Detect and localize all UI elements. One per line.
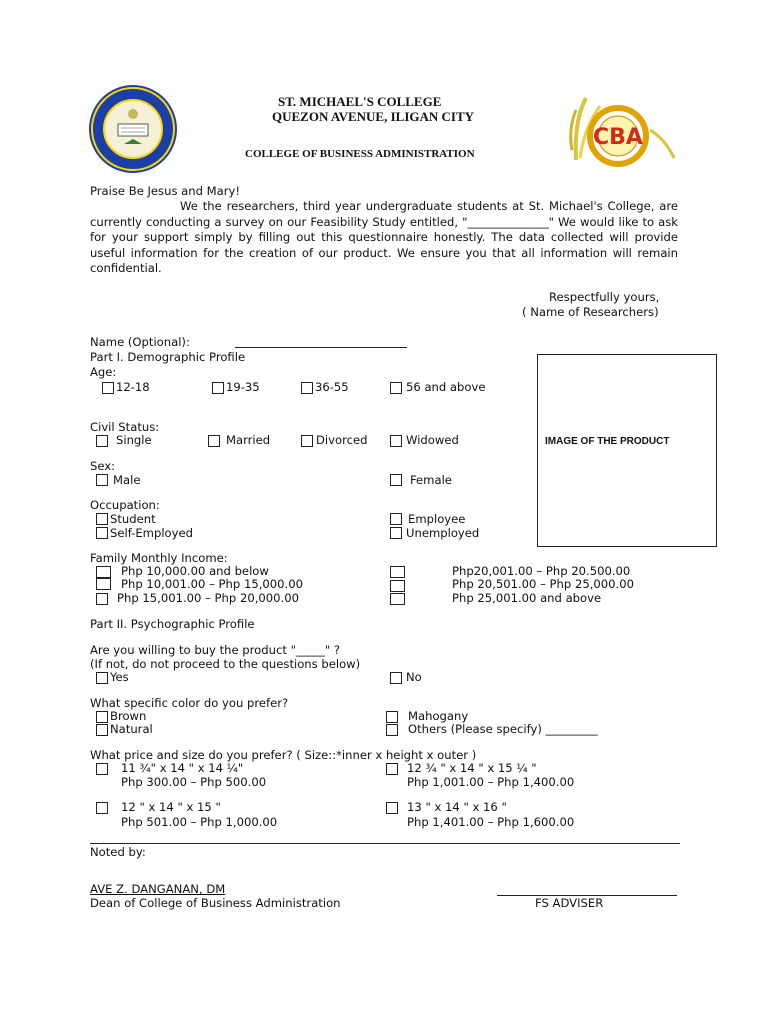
color-checkbox-others[interactable]	[386, 724, 398, 736]
letter-body	[90, 199, 678, 277]
college-address: QUEZON AVENUE, ILIGAN CITY	[272, 109, 475, 124]
name-label: Name (Optional):	[90, 335, 190, 349]
civil-checkbox-4[interactable]	[390, 435, 402, 447]
letter-body-text: We the researchers, third year undergraduate students at St. Michael's College, are currently conducting a survey on our Feasibility Study entitled, "______________" We would like to ask for your support simply by filling out this questionnaire honestly. The data collected will provide useful information for the creation of our product. We ensure you that all information will remain confidential.	[90, 199, 678, 276]
civil-option: Married	[226, 433, 271, 447]
income-checkbox-6[interactable]	[390, 593, 405, 605]
civil-option: Single	[116, 433, 152, 447]
income-checkbox-3[interactable]	[96, 593, 108, 605]
product-image-box	[537, 354, 717, 547]
price-option-price: Php 1,001.00 – Php 1,400.00	[407, 775, 575, 789]
color-checkbox-natural[interactable]	[96, 724, 108, 736]
income-option: Php 20,501.00 – Php 25,000.00	[452, 577, 634, 591]
occupation-label: Occupation:	[90, 498, 160, 512]
price-option-price: Php 300.00 – Php 500.00	[121, 775, 267, 789]
income-option: Php 15,001.00 – Php 20,000.00	[117, 591, 299, 605]
price-option-price: Php 1,401.00 – Php 1,600.00	[407, 815, 575, 829]
color-option: Natural	[110, 722, 153, 736]
buy-option: No	[406, 670, 422, 684]
age-checkbox-2[interactable]	[212, 382, 224, 394]
occupation-checkbox-student[interactable]	[96, 513, 108, 525]
civil-option: Divorced	[316, 433, 368, 447]
occupation-option: Employee	[408, 512, 466, 526]
occupation-checkbox-self-employed[interactable]	[96, 527, 108, 539]
occupation-option: Self-Employed	[110, 526, 193, 540]
part1-title: Part I. Demographic Profile	[90, 350, 246, 364]
dean-title: Dean of College of Business Administration	[90, 896, 341, 910]
income-option: Php 10,000.00 and below	[121, 564, 269, 578]
age-option: 36-55	[315, 380, 349, 394]
greeting: Praise Be Jesus and Mary!	[90, 184, 241, 198]
sex-option: Male	[113, 473, 141, 487]
dean-name: AVE Z. DANGANAN, DM	[90, 882, 226, 896]
occupation-checkbox-unemployed[interactable]	[390, 527, 402, 539]
income-option: Php 25,001.00 and above	[452, 591, 602, 605]
college-seal-logo	[88, 84, 178, 174]
adviser-title: FS ADVISER	[535, 896, 604, 910]
occupation-option: Student	[110, 512, 156, 526]
sex-option: Female	[410, 473, 452, 487]
price-option-size: 11 ¾" x 14 " x 14 ¼"	[121, 761, 244, 775]
price-option-size: 13 " x 14 " x 16 "	[407, 800, 507, 814]
closing: Respectfully yours,	[549, 290, 660, 304]
price-option-size: 12 " x 14 " x 15 "	[121, 800, 221, 814]
age-option: 19-35	[226, 380, 260, 394]
age-option: 56 and above	[406, 380, 486, 394]
price-checkbox-2[interactable]	[386, 763, 398, 775]
color-option: Mahogany	[408, 709, 469, 723]
civil-status-label: Civil Status:	[90, 420, 160, 434]
income-checkbox-2[interactable]	[96, 578, 111, 590]
color-option: Others (Please specify) _________	[408, 722, 598, 736]
income-checkbox-1[interactable]	[96, 566, 111, 578]
product-image-label: IMAGE OF THE PRODUCT	[545, 436, 670, 447]
college-name: ST. MICHAEL'S COLLEGE	[278, 94, 442, 109]
color-question: What specific color do you prefer?	[90, 696, 289, 710]
age-label: Age:	[90, 365, 117, 379]
price-option-size: 12 ¾ " x 14 " x 15 ¼ "	[407, 761, 537, 775]
civil-checkbox-2[interactable]	[208, 435, 220, 447]
sex-label: Sex:	[90, 459, 116, 473]
age-checkbox-1[interactable]	[102, 382, 114, 394]
name-input-line[interactable]	[235, 335, 407, 348]
noted-by-label: Noted by:	[90, 845, 146, 859]
income-option: Php 10,001.00 – Php 15,000.00	[121, 577, 303, 591]
civil-checkbox-1[interactable]	[96, 435, 108, 447]
income-checkbox-5[interactable]	[390, 580, 405, 592]
price-option-price: Php 501.00 – Php 1,000.00	[121, 815, 278, 829]
color-option: Brown	[110, 709, 147, 723]
occupation-checkbox-employee[interactable]	[390, 513, 402, 525]
price-question: What price and size do you prefer? ( Size::*inner x height x outer )	[90, 748, 477, 762]
color-checkbox-mahogany[interactable]	[386, 711, 398, 723]
adviser-signature-line	[497, 883, 677, 896]
department-name: COLLEGE OF BUSINESS ADMINISTRATION	[245, 148, 475, 160]
civil-option: Widowed	[406, 433, 459, 447]
footer-divider	[90, 843, 680, 844]
buy-question: Are you willing to buy the product "_____" ?	[90, 643, 341, 657]
cba-logo-text: CBA	[593, 125, 643, 150]
occupation-option: Unemployed	[406, 526, 480, 540]
price-checkbox-1[interactable]	[96, 763, 108, 775]
income-checkbox-4[interactable]	[390, 566, 405, 578]
signatory: ( Name of Researchers)	[522, 305, 659, 319]
sex-checkbox-female[interactable]	[390, 474, 402, 486]
cba-logo	[566, 90, 681, 170]
age-checkbox-3[interactable]	[301, 382, 313, 394]
income-option: Php20,001.00 – Php 20.500.00	[452, 564, 631, 578]
age-option: 12-18	[116, 380, 150, 394]
buy-checkbox-yes[interactable]	[96, 672, 108, 684]
price-checkbox-4[interactable]	[386, 802, 398, 814]
price-checkbox-3[interactable]	[96, 802, 108, 814]
income-label: Family Monthly Income:	[90, 551, 228, 565]
buy-checkbox-no[interactable]	[390, 672, 402, 684]
part2-title: Part II. Psychographic Profile	[90, 617, 255, 631]
buy-note: (If not, do not proceed to the questions below)	[90, 657, 361, 671]
age-checkbox-4[interactable]	[390, 382, 402, 394]
sex-checkbox-male[interactable]	[96, 474, 108, 486]
color-checkbox-brown[interactable]	[96, 711, 108, 723]
civil-checkbox-3[interactable]	[301, 435, 313, 447]
buy-option: Yes	[110, 670, 129, 684]
